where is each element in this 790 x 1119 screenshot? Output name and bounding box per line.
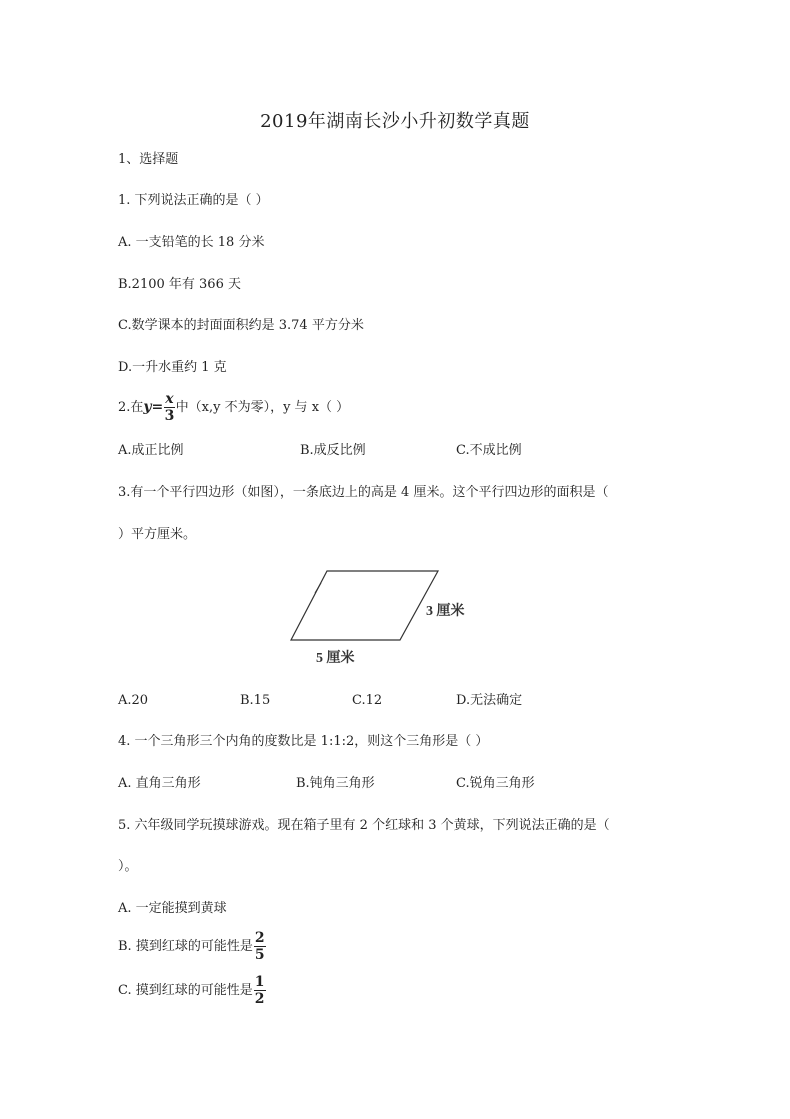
question-3-option-a: A.20 [118, 693, 149, 708]
fraction-numerator: 1 [254, 974, 265, 990]
base-length-label: 5 厘米 [316, 651, 355, 666]
equation-fraction [164, 392, 174, 423]
fraction-numerator: 2 [254, 930, 265, 946]
question-3-stem-line1: 3.有一个平行四边形（如图），一条底边上的高是 4 厘米。这个平行四边形的面积是（ [118, 485, 609, 500]
question-1-option-a: A. 一支铅笔的长 18 分米 [118, 235, 265, 250]
question-4-stem: 4. 一个三角形三个内角的度数比是 1:1:2，则这个三角形是（ ） [118, 734, 489, 749]
equation-sign: = [151, 399, 164, 415]
option-c-fraction [254, 975, 266, 1006]
fraction-denominator: 2 [254, 991, 265, 1007]
page-title: 2019年湖南长沙小升初数学真题 [260, 111, 530, 132]
question-5-option-b [118, 930, 267, 964]
fraction-numerator: x [165, 391, 174, 407]
question-2-suffix: 中（x,y 不为零），y 与 x（ ） [175, 400, 350, 415]
side-length-label: 3 厘米 [426, 604, 465, 619]
question-5-option-c-text: C. 摸到红球的可能性是 [118, 983, 253, 998]
question-2-option-b: B.成反比例 [300, 443, 366, 458]
question-4-option-a: A. 直角三角形 [118, 776, 201, 791]
question-3-stem-line2: ）平方厘米。 [118, 527, 197, 542]
question-2-option-c: C.不成比例 [456, 443, 522, 458]
question-5-option-c [118, 974, 267, 1008]
question-2-stem [118, 392, 349, 423]
question-4-option-b: B.钝角三角形 [296, 776, 375, 791]
question-1-stem: 1. 下列说法正确的是（ ） [118, 193, 269, 208]
parallelogram-shape [291, 571, 438, 640]
fraction-denominator: 3 [164, 408, 175, 424]
question-3-option-b: B.15 [240, 693, 271, 708]
tick-mark [315, 583, 321, 593]
question-4-option-c: C.锐角三角形 [456, 776, 535, 791]
question-3-option-c: C.12 [352, 693, 383, 708]
fraction-denominator: 5 [254, 947, 265, 963]
question-5-option-b-text: B. 摸到红球的可能性是 [118, 939, 253, 954]
question-2-option-a: A.成正比例 [118, 443, 184, 458]
question-1-option-d: D.一升水重约 1 克 [118, 360, 227, 375]
question-1-option-c: C.数学课本的封面面积约是 3.74 平方分米 [118, 318, 364, 333]
question-5-option-a: A. 一定能摸到黄球 [118, 901, 227, 916]
question-1-option-b: B.2100 年有 366 天 [118, 277, 241, 292]
equation-lhs: y [143, 399, 152, 415]
section-heading: 1、选择题 [118, 152, 179, 167]
question-2-prefix: 2.在 [118, 400, 144, 415]
question-5-stem-line1: 5. 六年级同学玩摸球游戏。现在箱子里有 2 个红球和 3 个黄球，下列说法正确的是（ [118, 818, 610, 833]
question-5-stem-line2: ）。 [118, 859, 138, 874]
option-b-fraction [254, 931, 266, 962]
parallelogram-figure [285, 565, 485, 674]
question-3-option-d: D.无法确定 [456, 693, 523, 708]
